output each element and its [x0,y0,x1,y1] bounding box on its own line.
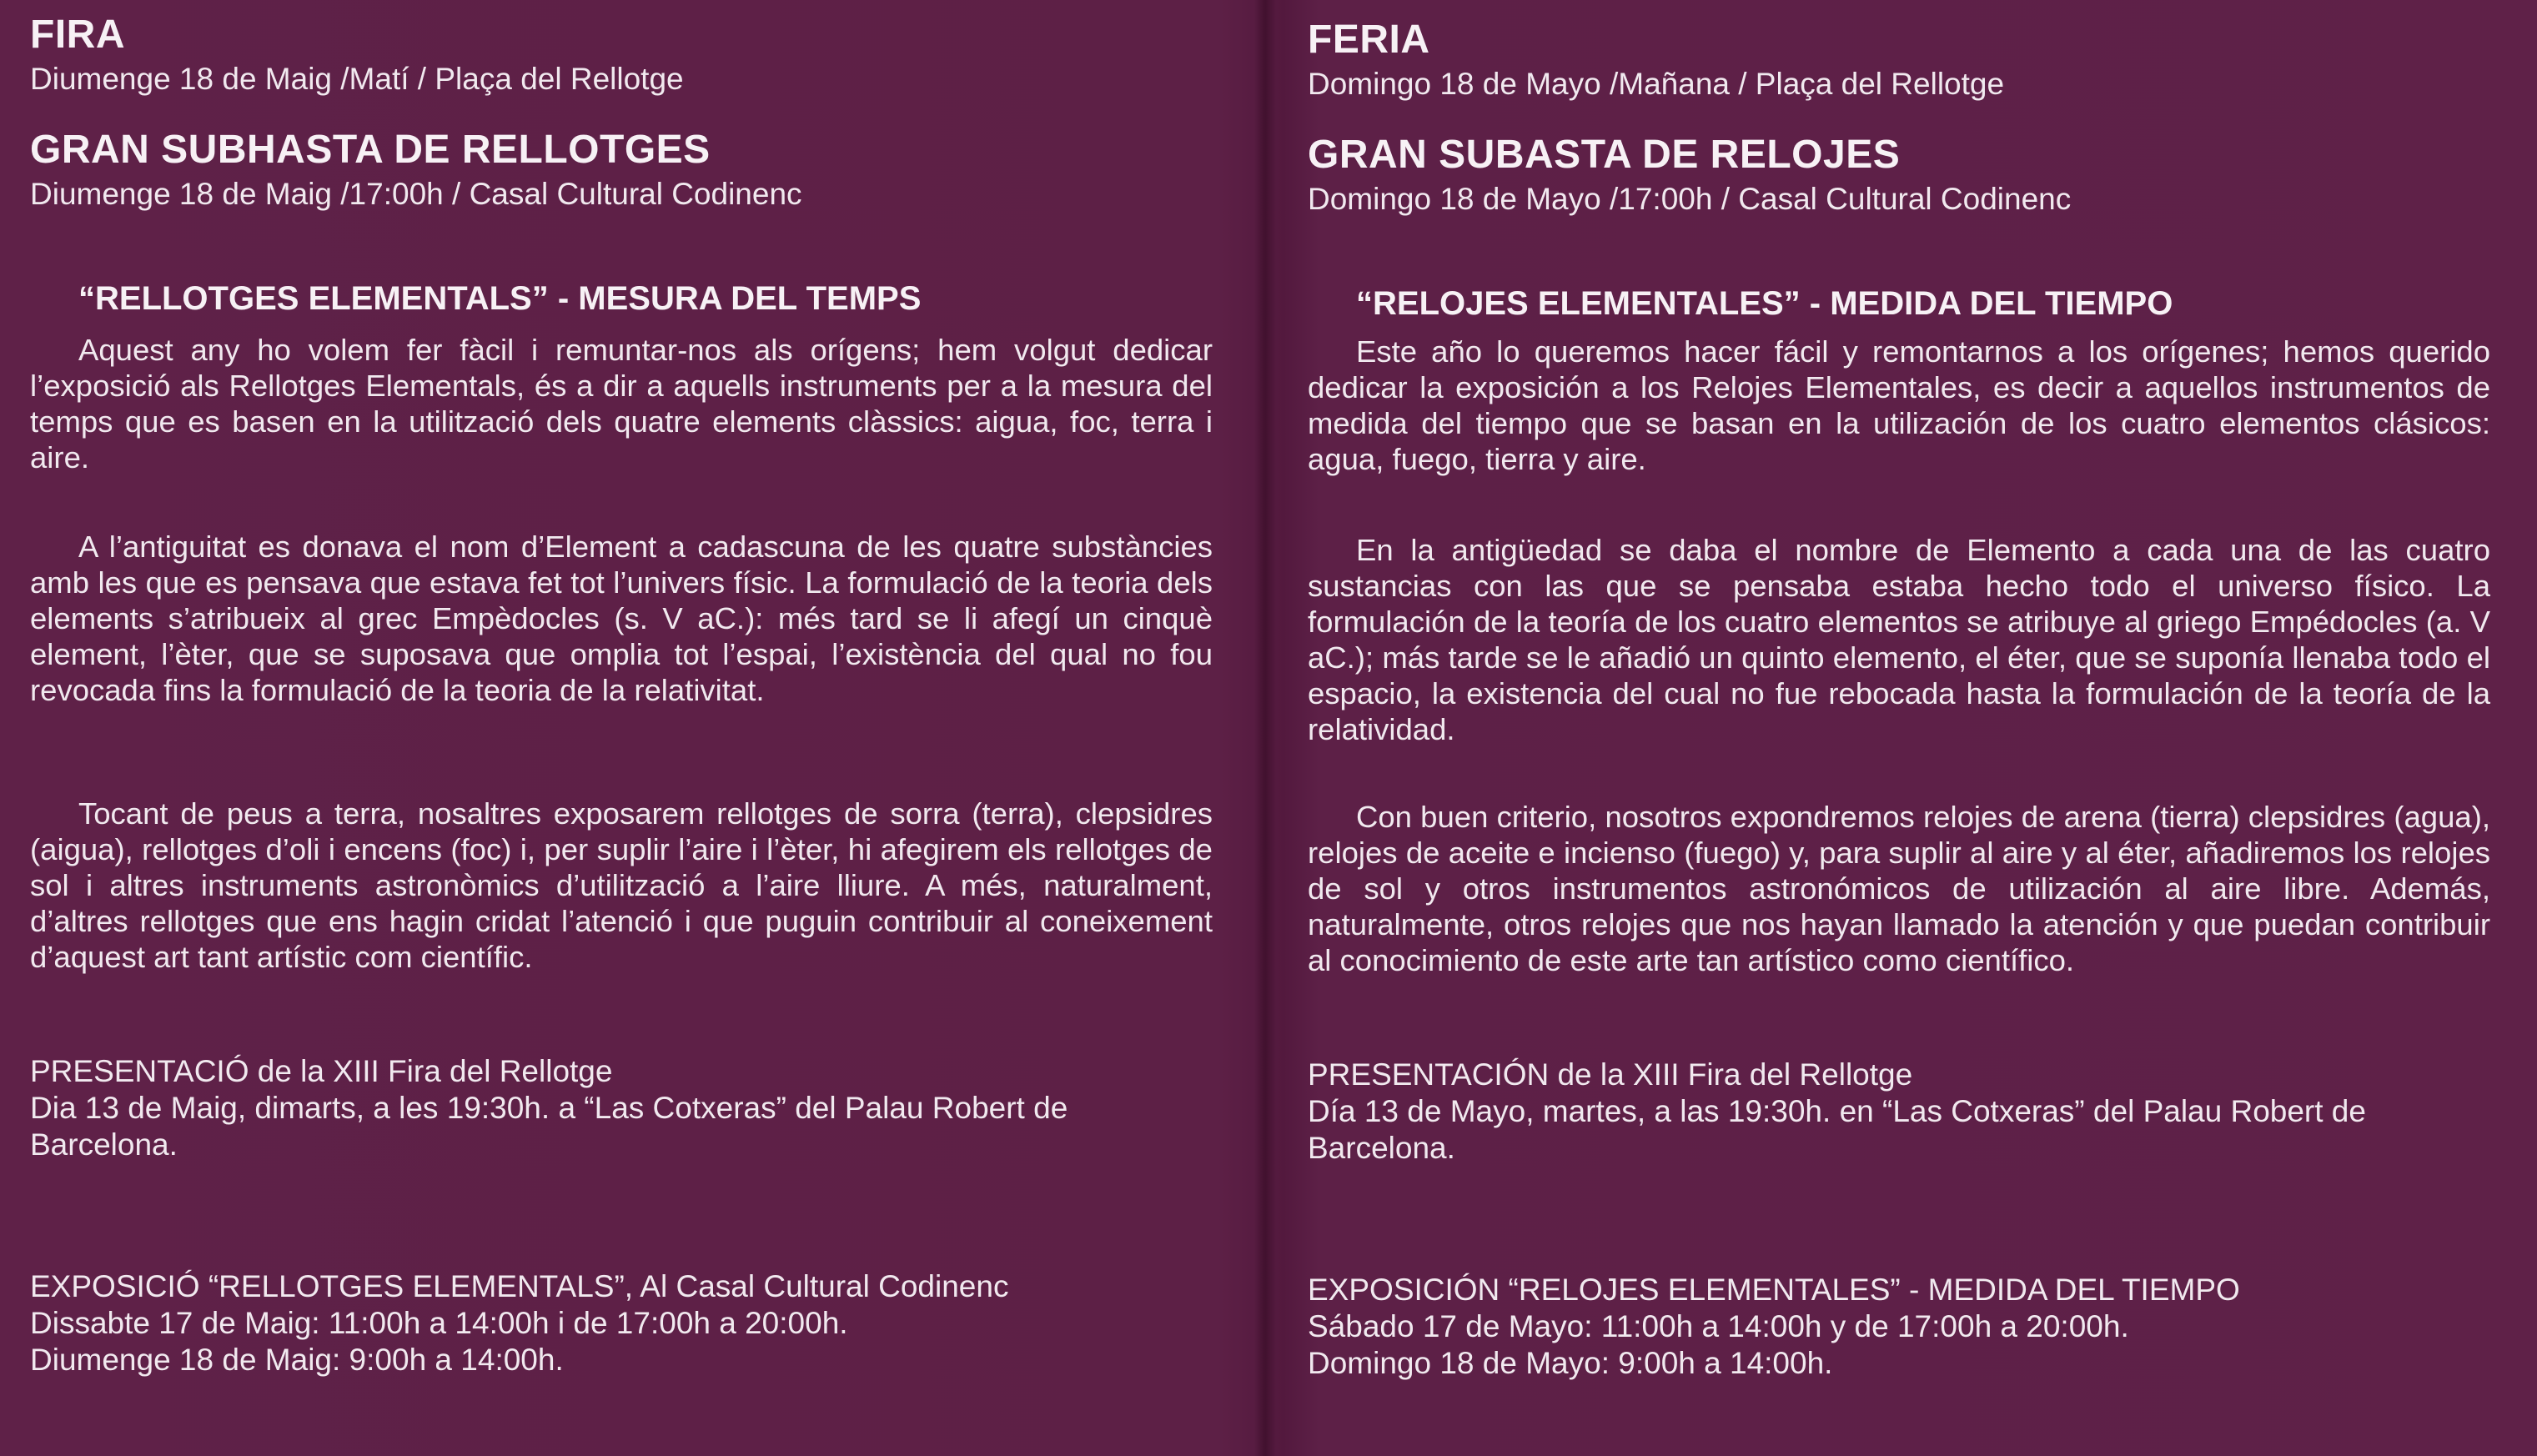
exhibit-paragraph: Tocant de peus a terra, nosaltres exposarem rellotges de sorra (terra), clepsidres (aigua), rellotges d’oli i encens (foc) i, per suplir l’aire i l’èter, hi afegirem els rellotges de sol i altres instruments astronòmics d’utilització a l’aire lliure. A més, naturalment, d’altres rellotges que ens hagin cridat l’atenció i que puguin contribuir al coneixement d’aquest art tant artístic com científic. [30,796,1213,974]
fair-title: FIRA [30,13,125,57]
exhibition-hours-sunday: Diumenge 18 de Maig: 9:00h a 14:00h. [30,1343,564,1377]
fair-schedule: Domingo 18 de Mayo /Mañana / Plaça del Rellotge [1308,67,2005,101]
exhibition-section-title: “RELLOTGES ELEMENTALS” - MESURA DEL TEMPS [78,280,922,317]
presentation-place: Barcelona. [30,1127,178,1162]
history-paragraph: En la antigüedad se daba el nombre de Elemento a cada una de las cuatro sustancias con las que se pensaba estaba hecho todo el universo físico. La formulación de la teoría de los cuatro elementos se atribuye al griego Empédocles (a. V aC.); más tarde se le añadió un quinto elemento, el éter, que se suponía llenaba todo el espacio, la existencia del cual no fue rebocada hasta la formulación de la teoría de la relatividad. [1308,533,2490,746]
exhibition-hours-saturday: Sábado 17 de Mayo: 11:00h a 14:00h y de 17:00h a 20:00h. [1308,1309,2129,1343]
auction-title: GRAN SUBHASTA DE RELLOTGES [30,128,711,172]
fair-title: FERIA [1308,18,1430,62]
history-paragraph: A l’antiguitat es donava el nom d’Element a cadascuna de les quatre substàncies amb les que es pensava que estava fet tot l’univers físic. La formulació de la teoria dels elements s’atribueix al grec Empèdocles (s. V aC.): més tard se li afegí un cinquè element, l’èter, que se suposava que omplia tot l’espai, l’existència del qual no fou revocada fins la formulació de la teoria de la relativitat. [30,530,1213,707]
presentation-place: Barcelona. [1308,1131,1455,1165]
presentation-details: Dia 13 de Maig, dimarts, a les 19:30h. a “Las Cotxeras” del Palau Robert de [30,1091,1068,1125]
presentation-heading: PRESENTACIÓN de la XIII Fira del Rellotge [1308,1057,1913,1092]
exhibition-hours-sunday: Domingo 18 de Mayo: 9:00h a 14:00h. [1308,1346,1833,1380]
auction-schedule: Domingo 18 de Mayo /17:00h / Casal Cultural Codinenc [1308,182,2072,216]
presentation-details: Día 13 de Mayo, martes, a las 19:30h. en “Las Cotxeras” del Palau Robert de [1308,1094,2366,1128]
presentation-heading: PRESENTACIÓ de la XIII Fira del Rellotge [30,1054,613,1088]
catalan-panel [30,0,1214,1456]
intro-paragraph: Este año lo queremos hacer fácil y remontarnos a los orígenes; hemos querido dedicar la exposición a los Relojes Elementales, es decir a aquellos instrumentos de medida del tiempo que se basan en la utilización de los cuatro elementos clásicos: agua, fuego, tierra y aire. [1308,334,2490,476]
auction-title: GRAN SUBASTA DE RELOJES [1308,133,1901,177]
center-fold [1254,0,1276,1456]
exhibit-paragraph: Con buen criterio, nosotros expondremos relojes de arena (tierra) clepsidres (agua), relojes de aceite e incienso (fuego) y, para suplir al aire y al éter, añadiremos los relojes de sol y otros instrumentos astronómicos de utilización al aire libre. Además, naturalmente, otros relojes que nos hayan llamado la atención y que puedan contribuir al conocimiento de este arte tan artístico como científico. [1308,800,2490,977]
auction-schedule: Diumenge 18 de Maig /17:00h / Casal Cultural Codinenc [30,177,802,211]
spanish-panel [1308,0,2490,1456]
exhibition-heading: EXPOSICIÓ “RELLOTGES ELEMENTALS”, Al Casal Cultural Codinenc [30,1269,1009,1303]
exhibition-section-title: “RELOJES ELEMENTALES” - MEDIDA DEL TIEMPO [1356,285,2173,322]
intro-paragraph: Aquest any ho volem fer fàcil i remuntar-nos als orígens; hem volgut dedicar l’exposició als Rellotges Elementals, és a dir a aquells instruments per a la mesura del temps que es basen en la utilització dels quatre elements clàssics: aigua, foc, terra i aire. [30,333,1213,474]
exhibition-hours-saturday: Dissabte 17 de Maig: 11:00h a 14:00h i de 17:00h a 20:00h. [30,1306,848,1340]
fair-schedule: Diumenge 18 de Maig /Matí / Plaça del Rellotge [30,62,684,96]
exhibition-heading: EXPOSICIÓN “RELOJES ELEMENTALES” - MEDIDA DEL TIEMPO [1308,1273,2240,1307]
